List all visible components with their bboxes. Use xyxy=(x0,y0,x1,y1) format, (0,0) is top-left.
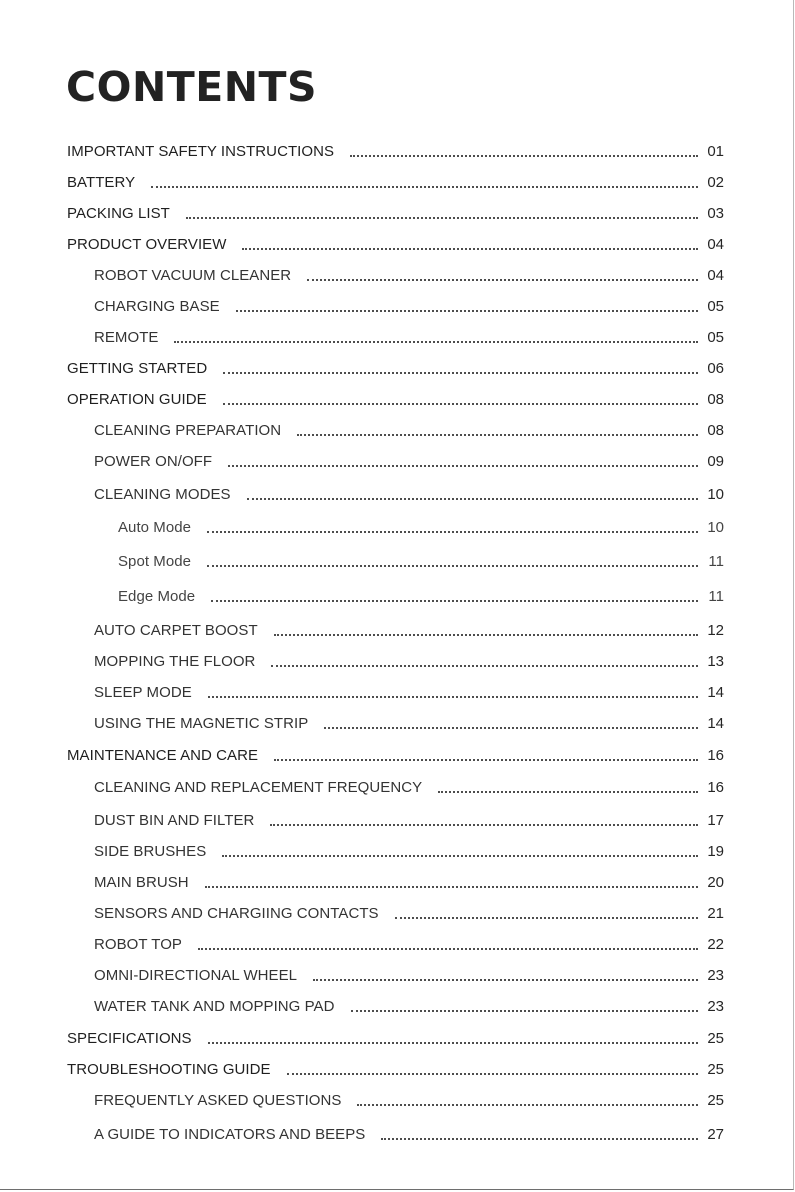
toc-entry-label: OPERATION GUIDE xyxy=(67,391,207,408)
dot-leader xyxy=(381,1138,698,1140)
toc-entry-page-number: 16 xyxy=(707,779,724,796)
toc-entry-page-number: 04 xyxy=(707,236,724,253)
dot-leader xyxy=(207,531,698,533)
toc-entry-label: SPECIFICATIONS xyxy=(67,1030,192,1047)
toc-entry[interactable] xyxy=(67,141,724,161)
toc-entry-page-number: 04 xyxy=(707,267,724,284)
toc-entry-page-number: 21 xyxy=(707,905,724,922)
dot-leader xyxy=(287,1073,698,1075)
toc-entry-page-number: 10 xyxy=(707,486,724,503)
toc-entry-label: SENSORS AND CHARGIING CONTACTS xyxy=(94,905,379,922)
toc-entry[interactable] xyxy=(94,327,724,347)
toc-entry-label: PACKING LIST xyxy=(67,205,170,222)
toc-entry[interactable] xyxy=(94,872,724,892)
toc-entry-label: MOPPING THE FLOOR xyxy=(94,653,256,670)
toc-entry-page-number: 23 xyxy=(707,967,724,984)
toc-entry-label: SIDE BRUSHES xyxy=(94,843,207,860)
toc-entry-page-number: 11 xyxy=(708,553,724,570)
toc-entry[interactable] xyxy=(94,420,724,440)
toc-entry-page-number: 05 xyxy=(707,298,724,315)
dot-leader xyxy=(205,886,698,888)
toc-entry-label: AUTO CARPET BOOST xyxy=(94,622,258,639)
toc-entry-label: OMNI-DIRECTIONAL WHEEL xyxy=(94,967,298,984)
dot-leader xyxy=(350,155,698,157)
toc-entry[interactable] xyxy=(67,745,724,765)
dot-leader xyxy=(297,434,698,436)
toc-entry[interactable] xyxy=(94,265,724,285)
dot-leader xyxy=(324,727,698,729)
toc-entry-page-number: 25 xyxy=(707,1092,724,1109)
toc-entry[interactable] xyxy=(94,651,724,671)
toc-entry[interactable] xyxy=(94,682,724,702)
toc-entry-label: DUST BIN AND FILTER xyxy=(94,812,255,829)
dot-leader xyxy=(236,310,698,312)
toc-entry[interactable] xyxy=(67,1059,724,1079)
toc-entry[interactable] xyxy=(94,934,724,954)
toc-entry-label: ROBOT VACUUM CLEANER xyxy=(94,267,292,284)
dot-leader xyxy=(228,465,698,467)
toc-entry-label: GETTING STARTED xyxy=(67,360,208,377)
dot-leader xyxy=(247,498,698,500)
toc-entry[interactable] xyxy=(67,203,724,223)
dot-leader xyxy=(151,186,698,188)
dot-leader xyxy=(222,855,698,857)
toc-entry-label: CLEANING MODES xyxy=(94,486,231,503)
toc-entry-label: FREQUENTLY ASKED QUESTIONS xyxy=(94,1092,342,1109)
toc-entry-page-number: 13 xyxy=(707,653,724,670)
toc-entry-page-number: 14 xyxy=(707,715,724,732)
toc-entry-label: Spot Mode xyxy=(118,553,191,570)
toc-entry-page-number: 27 xyxy=(707,1126,724,1143)
toc-entry-label: CLEANING AND REPLACEMENT FREQUENCY xyxy=(94,779,423,796)
toc-entry-label: CLEANING PREPARATION xyxy=(94,422,282,439)
toc-entry-page-number: 19 xyxy=(707,843,724,860)
dot-leader xyxy=(274,759,698,761)
toc-entry[interactable] xyxy=(118,586,724,606)
toc-entry[interactable] xyxy=(94,1124,724,1144)
toc-entry-page-number: 01 xyxy=(707,143,724,160)
dot-leader xyxy=(351,1010,699,1012)
toc-entry-label: POWER ON/OFF xyxy=(94,453,213,470)
toc-entry-label: TROUBLESHOOTING GUIDE xyxy=(67,1061,271,1078)
toc-entry-label: WATER TANK AND MOPPING PAD xyxy=(94,998,335,1015)
toc-entry-page-number: 22 xyxy=(707,936,724,953)
dot-leader xyxy=(207,565,698,567)
toc-entry-page-number: 08 xyxy=(707,422,724,439)
toc-entry-page-number: 20 xyxy=(707,874,724,891)
toc-entry[interactable] xyxy=(67,172,724,192)
toc-entry-page-number: 08 xyxy=(707,391,724,408)
toc-entry-page-number: 09 xyxy=(707,453,724,470)
toc-entry[interactable] xyxy=(118,551,724,571)
toc-entry[interactable] xyxy=(94,841,724,861)
dot-leader xyxy=(208,1042,698,1044)
toc-entry[interactable] xyxy=(67,234,724,254)
toc-entry-page-number: 25 xyxy=(707,1030,724,1047)
dot-leader xyxy=(186,217,698,219)
dot-leader xyxy=(271,665,698,667)
toc-entry-label: USING THE MAGNETIC STRIP xyxy=(94,715,309,732)
toc-entry[interactable] xyxy=(118,517,724,537)
toc-entry-label: MAINTENANCE AND CARE xyxy=(67,747,259,764)
dot-leader xyxy=(174,341,698,343)
toc-entry[interactable] xyxy=(94,451,724,471)
toc-entry[interactable] xyxy=(94,1090,724,1110)
dot-leader xyxy=(198,948,698,950)
toc-entry[interactable] xyxy=(94,713,724,733)
toc-entry[interactable] xyxy=(67,1028,724,1048)
dot-leader xyxy=(223,403,698,405)
dot-leader xyxy=(270,824,698,826)
toc-entry[interactable] xyxy=(94,996,724,1016)
toc-entry-page-number: 03 xyxy=(707,205,724,222)
dot-leader xyxy=(208,696,698,698)
dot-leader xyxy=(313,979,698,981)
toc-entry-label: IMPORTANT SAFETY INSTRUCTIONS xyxy=(67,143,335,160)
toc-entry[interactable] xyxy=(67,389,724,409)
toc-entry-page-number: 05 xyxy=(707,329,724,346)
dot-leader xyxy=(223,372,698,374)
dot-leader xyxy=(438,791,698,793)
toc-entry-page-number: 10 xyxy=(707,519,724,536)
toc-entry-label: Auto Mode xyxy=(118,519,191,536)
toc-entry-page-number: 14 xyxy=(707,684,724,701)
toc-entry-label: Edge Mode xyxy=(118,588,196,605)
toc-entry-page-number: 17 xyxy=(707,812,724,829)
toc-entry-label: ROBOT TOP xyxy=(94,936,182,953)
toc-entry[interactable] xyxy=(94,296,724,316)
toc-entry[interactable] xyxy=(94,620,724,640)
dot-leader xyxy=(211,600,698,602)
toc-entry-page-number: 25 xyxy=(707,1061,724,1078)
toc-entry-page-number: 02 xyxy=(707,174,724,191)
toc-entry[interactable] xyxy=(94,965,724,985)
toc-entry-page-number: 23 xyxy=(707,998,724,1015)
toc-entry[interactable] xyxy=(67,358,724,378)
toc-entry-page-number: 16 xyxy=(707,747,724,764)
toc-entry-label: MAIN BRUSH xyxy=(94,874,189,891)
toc-entry-label: SLEEP MODE xyxy=(94,684,192,701)
toc-entry-label: A GUIDE TO INDICATORS AND BEEPS xyxy=(94,1126,366,1143)
toc-entry[interactable] xyxy=(94,810,724,830)
dot-leader xyxy=(395,917,698,919)
dot-leader xyxy=(307,279,698,281)
toc-entry[interactable] xyxy=(94,777,724,797)
toc-entry-page-number: 06 xyxy=(707,360,724,377)
toc-entry-page-number: 11 xyxy=(708,588,724,605)
dot-leader xyxy=(242,248,698,250)
toc-entry-label: PRODUCT OVERVIEW xyxy=(67,236,227,253)
toc-entry-label: REMOTE xyxy=(94,329,159,346)
dot-leader xyxy=(274,634,698,636)
page-title: CONTENTS xyxy=(66,63,318,111)
toc-entry-label: CHARGING BASE xyxy=(94,298,220,315)
toc-entry[interactable] xyxy=(94,903,724,923)
toc-entry-label: BATTERY xyxy=(67,174,136,191)
toc-entry[interactable] xyxy=(94,484,724,504)
dot-leader xyxy=(357,1104,698,1106)
toc-entry-page-number: 12 xyxy=(707,622,724,639)
